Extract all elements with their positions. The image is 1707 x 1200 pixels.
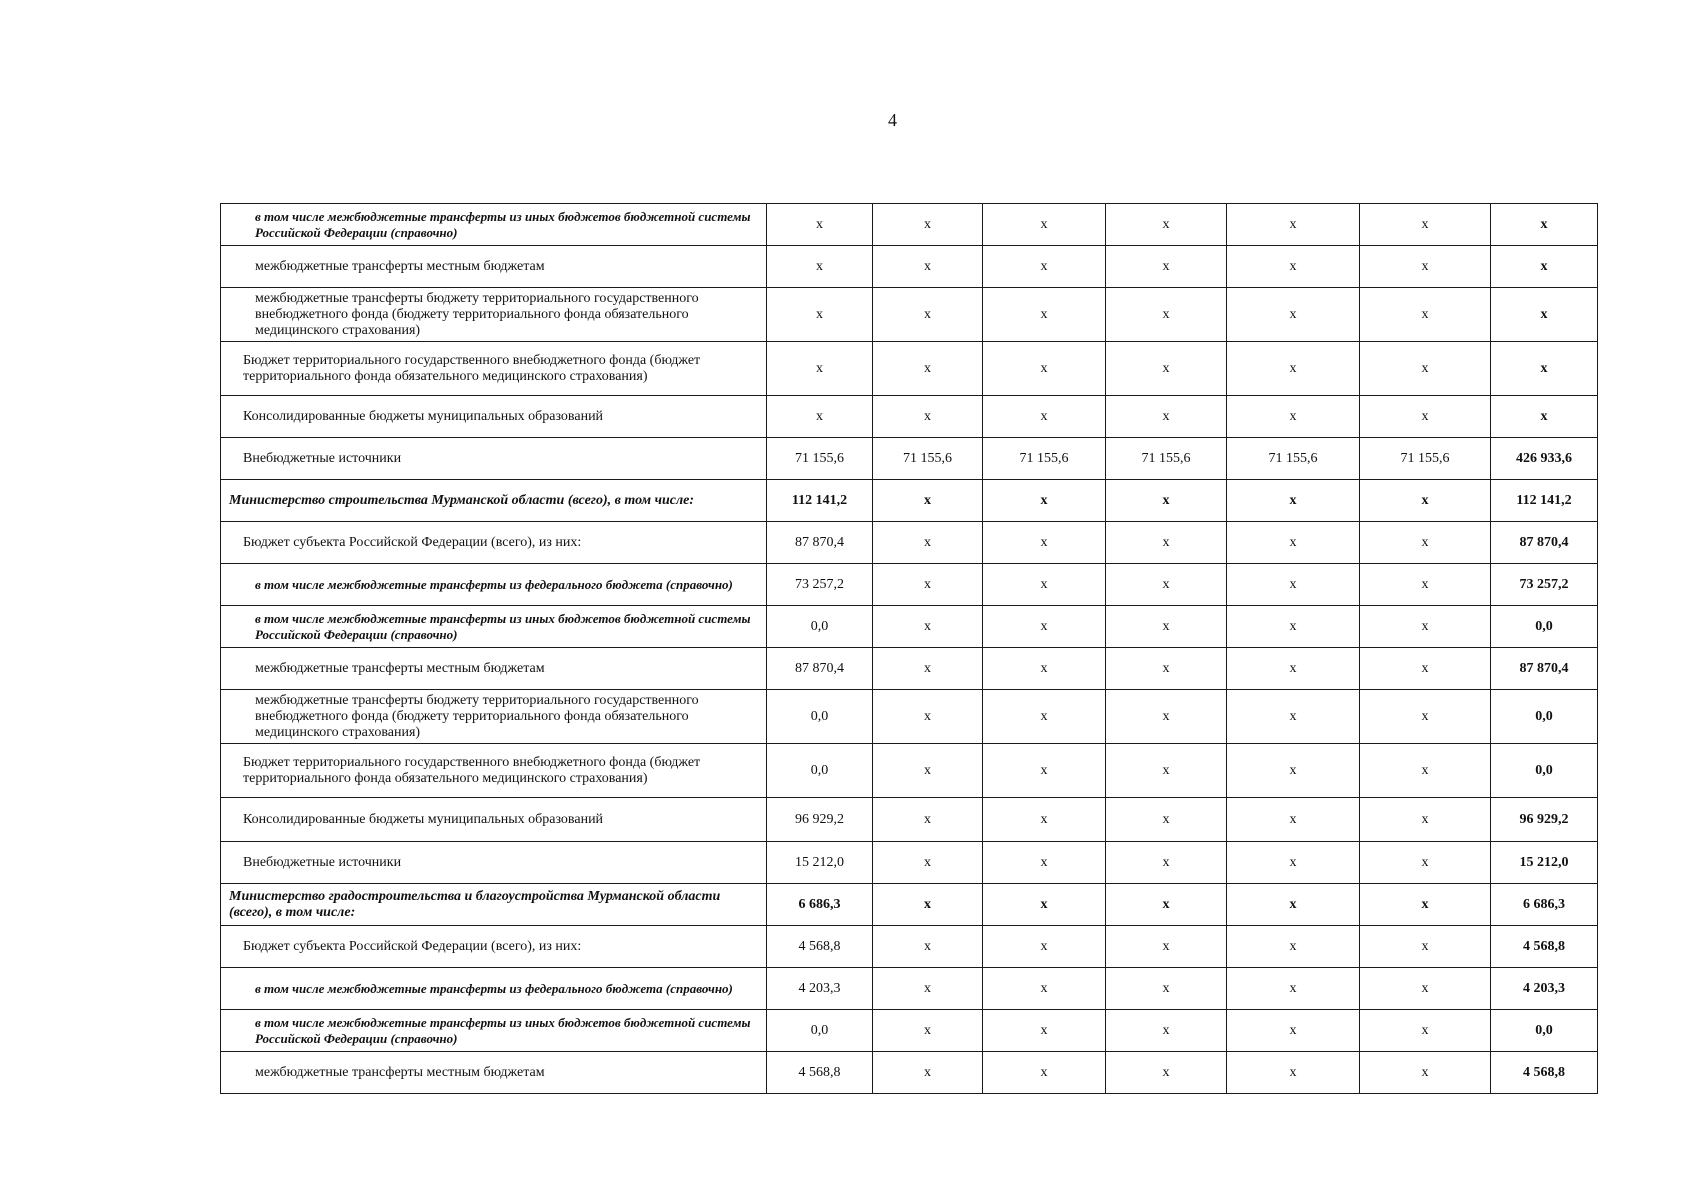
cell-total: 4 568,8: [1491, 1052, 1598, 1094]
row-label: межбюджетные трансферты бюджету территориального государственного внебюджетного фонда (бюджету территориального фонда обязательного медицинского страхования): [221, 690, 767, 744]
cell-value: x: [1227, 564, 1360, 606]
table-row: [221, 968, 1598, 1010]
cell-value: x: [1360, 648, 1491, 690]
cell-value: x: [1360, 204, 1491, 246]
cell-value: x: [1106, 1010, 1227, 1052]
cell-value: x: [1106, 204, 1227, 246]
budget-table: [220, 203, 1598, 1094]
cell-value: x: [1106, 1052, 1227, 1094]
cell-value: x: [767, 342, 873, 396]
cell-value: x: [1360, 480, 1491, 522]
cell-value: x: [873, 926, 983, 968]
row-label: Бюджет территориального государственного внебюджетного фонда (бюджет территориального фонда обязательного медицинского страхования): [221, 342, 767, 396]
table-row: [221, 744, 1598, 798]
row-label: в том числе межбюджетные трансферты из иных бюджетов бюджетной системы Российской Федерации (справочно): [221, 606, 767, 648]
cell-value: x: [983, 288, 1106, 342]
cell-value: 71 155,6: [767, 438, 873, 480]
cell-value: x: [1227, 1010, 1360, 1052]
cell-value: x: [873, 648, 983, 690]
cell-value: x: [1360, 968, 1491, 1010]
table-row: [221, 1052, 1598, 1094]
cell-value: x: [983, 968, 1106, 1010]
table-row: [221, 342, 1598, 396]
cell-value: 4 568,8: [767, 926, 873, 968]
row-label: межбюджетные трансферты бюджету территориального государственного внебюджетного фонда (бюджету территориального фонда обязательного медицинского страхования): [221, 288, 767, 342]
row-label: межбюджетные трансферты местным бюджетам: [221, 648, 767, 690]
cell-value: x: [873, 798, 983, 842]
cell-value: 87 870,4: [767, 522, 873, 564]
cell-value: x: [983, 480, 1106, 522]
cell-value: x: [767, 246, 873, 288]
cell-value: x: [983, 564, 1106, 606]
cell-value: x: [1106, 606, 1227, 648]
cell-total: 87 870,4: [1491, 522, 1598, 564]
cell-value: x: [873, 606, 983, 648]
table-row: [221, 884, 1598, 926]
row-label: в том числе межбюджетные трансферты из иных бюджетов бюджетной системы Российской Федерации (справочно): [221, 204, 767, 246]
cell-value: x: [1227, 926, 1360, 968]
cell-value: x: [1227, 842, 1360, 884]
cell-value: x: [1106, 968, 1227, 1010]
cell-value: x: [873, 396, 983, 438]
row-label: Внебюджетные источники: [221, 842, 767, 884]
cell-value: x: [1106, 690, 1227, 744]
cell-value: x: [1227, 798, 1360, 842]
cell-total: x: [1491, 396, 1598, 438]
row-label: межбюджетные трансферты местным бюджетам: [221, 246, 767, 288]
cell-value: x: [1227, 648, 1360, 690]
table-row: [221, 522, 1598, 564]
cell-value: 0,0: [767, 606, 873, 648]
cell-value: x: [1106, 522, 1227, 564]
cell-value: x: [1227, 744, 1360, 798]
cell-value: x: [873, 246, 983, 288]
cell-value: x: [1227, 342, 1360, 396]
cell-total: 15 212,0: [1491, 842, 1598, 884]
cell-value: x: [873, 564, 983, 606]
cell-total: 112 141,2: [1491, 480, 1598, 522]
cell-value: 0,0: [767, 744, 873, 798]
table-row: [221, 480, 1598, 522]
cell-value: x: [1106, 288, 1227, 342]
cell-value: x: [1106, 744, 1227, 798]
cell-value: x: [1227, 968, 1360, 1010]
cell-value: x: [983, 246, 1106, 288]
cell-value: x: [873, 342, 983, 396]
row-label: Консолидированные бюджеты муниципальных образований: [221, 798, 767, 842]
cell-value: x: [1227, 522, 1360, 564]
table-row: [221, 606, 1598, 648]
cell-value: x: [1360, 606, 1491, 648]
cell-value: x: [1360, 246, 1491, 288]
cell-total: 0,0: [1491, 606, 1598, 648]
cell-value: 71 155,6: [1227, 438, 1360, 480]
cell-value: x: [1360, 1052, 1491, 1094]
cell-value: x: [1360, 926, 1491, 968]
cell-total: 0,0: [1491, 690, 1598, 744]
row-label: в том числе межбюджетные трансферты из федерального бюджета (справочно): [221, 968, 767, 1010]
table-row: [221, 564, 1598, 606]
cell-value: x: [1227, 480, 1360, 522]
cell-value: x: [1106, 396, 1227, 438]
row-label: Консолидированные бюджеты муниципальных образований: [221, 396, 767, 438]
cell-value: 4 568,8: [767, 1052, 873, 1094]
cell-total: x: [1491, 288, 1598, 342]
table-row: [221, 204, 1598, 246]
cell-value: x: [1227, 606, 1360, 648]
cell-value: x: [1360, 288, 1491, 342]
table-row: [221, 288, 1598, 342]
cell-value: x: [983, 690, 1106, 744]
table-row: [221, 396, 1598, 438]
cell-value: 15 212,0: [767, 842, 873, 884]
row-label: Внебюджетные источники: [221, 438, 767, 480]
cell-value: 6 686,3: [767, 884, 873, 926]
cell-value: x: [1106, 480, 1227, 522]
cell-value: x: [983, 342, 1106, 396]
cell-value: x: [1106, 884, 1227, 926]
table-row: [221, 648, 1598, 690]
cell-value: x: [873, 1010, 983, 1052]
cell-value: x: [1106, 926, 1227, 968]
cell-value: x: [983, 744, 1106, 798]
cell-value: x: [983, 1010, 1106, 1052]
cell-value: x: [1227, 884, 1360, 926]
cell-value: x: [873, 204, 983, 246]
cell-value: x: [873, 480, 983, 522]
page-number: 4: [888, 110, 897, 130]
cell-total: x: [1491, 246, 1598, 288]
cell-total: 4 568,8: [1491, 926, 1598, 968]
cell-value: x: [1106, 842, 1227, 884]
cell-value: x: [1360, 884, 1491, 926]
cell-value: x: [873, 968, 983, 1010]
cell-total: 0,0: [1491, 1010, 1598, 1052]
cell-total: x: [1491, 342, 1598, 396]
cell-value: x: [1227, 396, 1360, 438]
cell-value: x: [873, 522, 983, 564]
cell-value: x: [767, 288, 873, 342]
cell-value: 112 141,2: [767, 480, 873, 522]
cell-value: x: [873, 690, 983, 744]
cell-value: 71 155,6: [1106, 438, 1227, 480]
table-row: [221, 690, 1598, 744]
cell-value: x: [1360, 396, 1491, 438]
cell-value: x: [1360, 564, 1491, 606]
row-label: межбюджетные трансферты местным бюджетам: [221, 1052, 767, 1094]
cell-value: x: [1360, 1010, 1491, 1052]
row-label: в том числе межбюджетные трансферты из иных бюджетов бюджетной системы Российской Федерации (справочно): [221, 1010, 767, 1052]
row-label: Бюджет территориального государственного внебюджетного фонда (бюджет территориального фонда обязательного медицинского страхования): [221, 744, 767, 798]
row-label: Бюджет субъекта Российской Федерации (всего), из них:: [221, 522, 767, 564]
cell-value: x: [1227, 246, 1360, 288]
cell-value: x: [983, 522, 1106, 564]
cell-value: x: [1360, 798, 1491, 842]
row-label: Бюджет субъекта Российской Федерации (всего), из них:: [221, 926, 767, 968]
cell-value: x: [1360, 342, 1491, 396]
cell-total: 0,0: [1491, 744, 1598, 798]
cell-total: 73 257,2: [1491, 564, 1598, 606]
cell-value: x: [1106, 798, 1227, 842]
cell-value: x: [1106, 648, 1227, 690]
cell-value: 96 929,2: [767, 798, 873, 842]
table-row: [221, 1010, 1598, 1052]
cell-value: x: [1360, 690, 1491, 744]
cell-value: x: [983, 204, 1106, 246]
table-row: [221, 798, 1598, 842]
cell-value: x: [767, 204, 873, 246]
cell-value: 0,0: [767, 690, 873, 744]
cell-value: x: [983, 884, 1106, 926]
table-row: [221, 842, 1598, 884]
cell-value: x: [1106, 246, 1227, 288]
row-label: в том числе межбюджетные трансферты из федерального бюджета (справочно): [221, 564, 767, 606]
cell-value: 0,0: [767, 1010, 873, 1052]
cell-value: x: [1360, 744, 1491, 798]
cell-value: x: [873, 288, 983, 342]
cell-value: x: [1360, 842, 1491, 884]
cell-value: x: [1227, 288, 1360, 342]
cell-value: x: [873, 744, 983, 798]
cell-value: 4 203,3: [767, 968, 873, 1010]
cell-value: 71 155,6: [983, 438, 1106, 480]
cell-value: x: [1227, 1052, 1360, 1094]
table-row: [221, 246, 1598, 288]
table-row: [221, 438, 1598, 480]
cell-value: x: [983, 798, 1106, 842]
cell-value: x: [983, 396, 1106, 438]
cell-value: x: [767, 396, 873, 438]
cell-value: x: [873, 842, 983, 884]
cell-total: 6 686,3: [1491, 884, 1598, 926]
cell-value: x: [1227, 204, 1360, 246]
cell-value: x: [983, 842, 1106, 884]
cell-value: 71 155,6: [873, 438, 983, 480]
cell-value: x: [983, 926, 1106, 968]
cell-total: 87 870,4: [1491, 648, 1598, 690]
table-row: [221, 926, 1598, 968]
cell-total: 426 933,6: [1491, 438, 1598, 480]
cell-value: x: [983, 606, 1106, 648]
cell-value: x: [1360, 522, 1491, 564]
cell-value: 71 155,6: [1360, 438, 1491, 480]
cell-total: 96 929,2: [1491, 798, 1598, 842]
cell-total: x: [1491, 204, 1598, 246]
cell-value: 73 257,2: [767, 564, 873, 606]
cell-value: x: [1227, 690, 1360, 744]
cell-value: x: [873, 1052, 983, 1094]
cell-value: 87 870,4: [767, 648, 873, 690]
cell-total: 4 203,3: [1491, 968, 1598, 1010]
row-label: Министерство строительства Мурманской области (всего), в том числе:: [221, 480, 767, 522]
cell-value: x: [983, 648, 1106, 690]
cell-value: x: [1106, 564, 1227, 606]
row-label: Министерство градостроительства и благоустройства Мурманской области (всего), в том числе:: [221, 884, 767, 926]
cell-value: x: [1106, 342, 1227, 396]
cell-value: x: [873, 884, 983, 926]
cell-value: x: [983, 1052, 1106, 1094]
